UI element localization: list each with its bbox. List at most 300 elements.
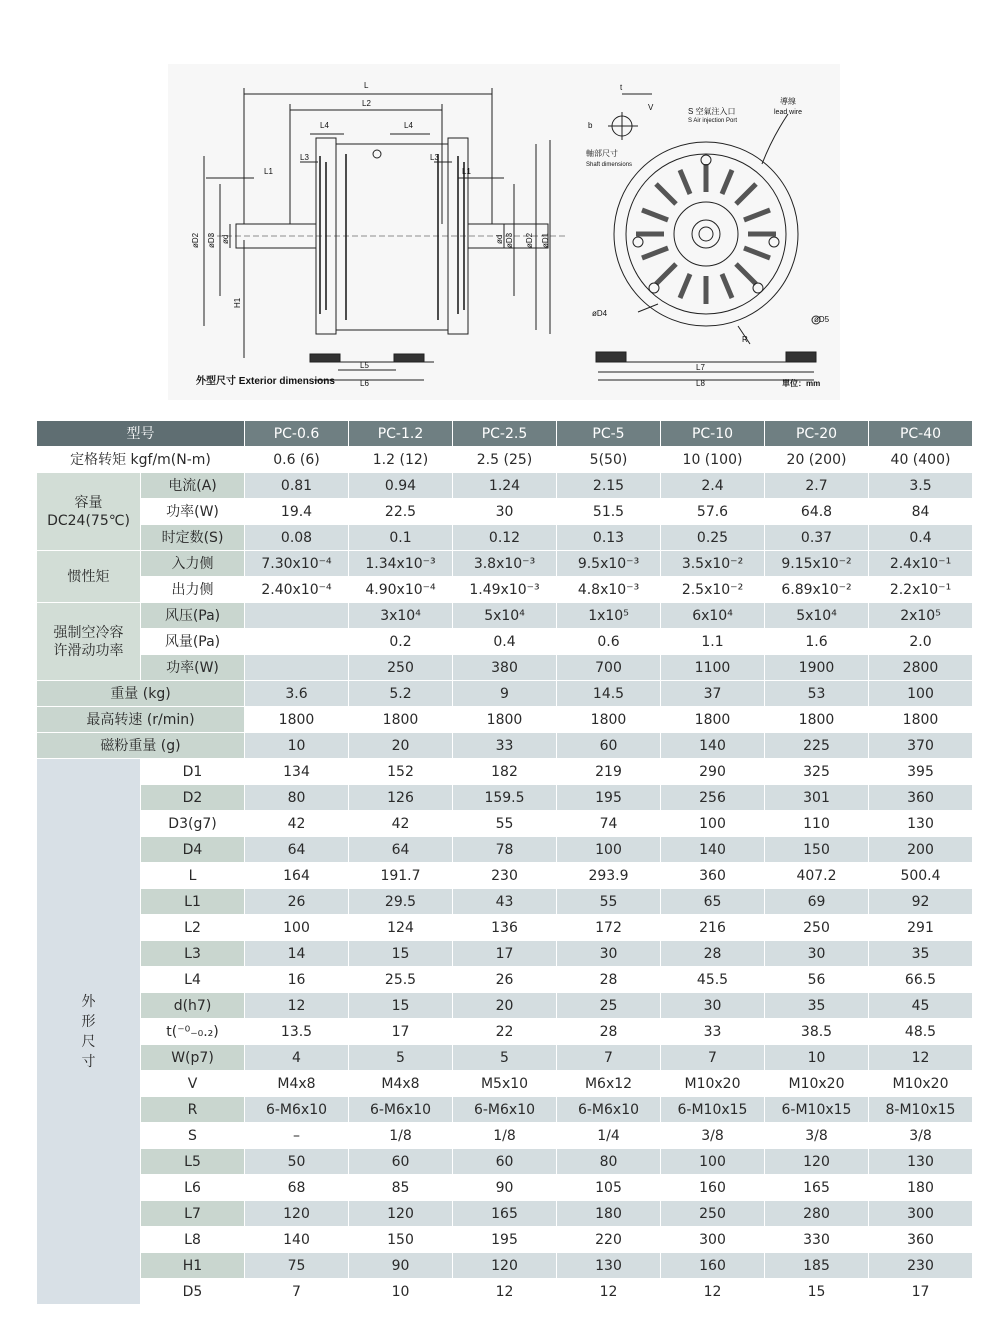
value-cell-pc-20: 325 xyxy=(765,759,869,785)
value-cell-pc-1.2: M4x8 xyxy=(349,1071,453,1097)
value-cell-pc-10: 33 xyxy=(661,1019,765,1045)
table-row xyxy=(37,1019,973,1045)
value-cell-pc-40: 3.5 xyxy=(869,473,973,499)
value-cell-pc-5: M6x12 xyxy=(557,1071,661,1097)
value-cell-pc-1.2: 42 xyxy=(349,811,453,837)
value-cell-pc-20: 250 xyxy=(765,915,869,941)
value-cell-pc-40: 2.2x10⁻¹ xyxy=(869,577,973,603)
value-cell-pc-0.6: 42 xyxy=(245,811,349,837)
value-cell-pc-10: 216 xyxy=(661,915,765,941)
value-cell-pc-10: 256 xyxy=(661,785,765,811)
label-l6: L6 xyxy=(360,379,369,388)
label-weight: 重量 (kg) xyxy=(37,681,245,707)
exterior-dimensions-drawing xyxy=(168,64,840,400)
value-cell-pc-2.5: 195 xyxy=(453,1227,557,1253)
label-l7: L7 xyxy=(696,363,705,372)
label-rated-torque: 定格转矩 kgf/m(N-m) xyxy=(37,447,245,473)
value-cell-pc-5: 105 xyxy=(557,1175,661,1201)
value-cell-pc-10: 37 xyxy=(661,681,765,707)
value-cell-pc-5: 180 xyxy=(557,1201,661,1227)
value-cell-pc-20: 35 xyxy=(765,993,869,1019)
value-cell-pc-10: M10x20 xyxy=(661,1071,765,1097)
value-cell-pc-40: 2.4x10⁻¹ xyxy=(869,551,973,577)
label-max-speed: 最高转速 (r/min) xyxy=(37,707,245,733)
value-cell-pc-2.5: 9 xyxy=(453,681,557,707)
value-cell-pc-1.2: 250 xyxy=(349,655,453,681)
value-cell-pc-40: 2.0 xyxy=(869,629,973,655)
spec-table xyxy=(36,420,973,1305)
value-cell-pc-40: 180 xyxy=(869,1175,973,1201)
value-cell-pc-40: 2x10⁵ xyxy=(869,603,973,629)
table-row xyxy=(37,837,973,863)
value-cell-pc-0.6: 10 xyxy=(245,733,349,759)
value-cell-pc-5: 28 xyxy=(557,967,661,993)
unit-label: 單位：mm xyxy=(782,379,821,388)
value-cell-pc-0.6: 68 xyxy=(245,1175,349,1201)
value-cell-pc-20: 301 xyxy=(765,785,869,811)
header-pc-20: PC-20 xyxy=(765,421,869,447)
label-dim-20: D5 xyxy=(141,1279,245,1305)
header-pc-0.6: PC-0.6 xyxy=(245,421,349,447)
value-cell-pc-5: 60 xyxy=(557,733,661,759)
value-cell-pc-1.2: 22.5 xyxy=(349,499,453,525)
value-cell-pc-40: 395 xyxy=(869,759,973,785)
value-cell-pc-1.2: 90 xyxy=(349,1253,453,1279)
value-cell-pc-2.5: 182 xyxy=(453,759,557,785)
value-cell-pc-10: 300 xyxy=(661,1227,765,1253)
value-cell-pc-40: 500.4 xyxy=(869,863,973,889)
value-cell-pc-0.6: 7.30x10⁻⁴ xyxy=(245,551,349,577)
value-cell-pc-2.5: 60 xyxy=(453,1149,557,1175)
value-cell-pc-1.2: 64 xyxy=(349,837,453,863)
value-cell-pc-2.5: M5x10 xyxy=(453,1071,557,1097)
value-cell-pc-1.2: 191.7 xyxy=(349,863,453,889)
value-cell-pc-20: 110 xyxy=(765,811,869,837)
drawing-labels xyxy=(191,81,830,388)
label-cooling-2: 功率(W) xyxy=(141,655,245,681)
value-cell-pc-2.5: 30 xyxy=(453,499,557,525)
value-cell-pc-5: 14.5 xyxy=(557,681,661,707)
table-row xyxy=(37,551,973,577)
label-capacity-2: 时定数(S) xyxy=(141,525,245,551)
table-row xyxy=(37,655,973,681)
label-l1-left: L1 xyxy=(264,167,273,176)
value-cell-pc-40: 66.5 xyxy=(869,967,973,993)
value-cell-pc-2.5: 1800 xyxy=(453,707,557,733)
value-cell-pc-10: 2.4 xyxy=(661,473,765,499)
value-cell-pc-40: 230 xyxy=(869,1253,973,1279)
value-cell-pc-0.6: 64 xyxy=(245,837,349,863)
value-cell-pc-0.6: 80 xyxy=(245,785,349,811)
group-dim-char-2: 尺 xyxy=(81,1033,96,1050)
value-cell-pc-2.5: 159.5 xyxy=(453,785,557,811)
label-dim-9: d(h7) xyxy=(141,993,245,1019)
table-row xyxy=(37,1201,973,1227)
value-cell-pc-0.6: 4 xyxy=(245,1045,349,1071)
label-l: L xyxy=(364,81,369,90)
value-cell-pc-20: 165 xyxy=(765,1175,869,1201)
value-cell-pc-20: 6-M10x15 xyxy=(765,1097,869,1123)
value-cell-pc-10: 160 xyxy=(661,1253,765,1279)
group-dim-char-0: 外 xyxy=(81,993,96,1010)
shaft-dimensions-cn: 軸部尺寸 xyxy=(586,149,618,158)
value-cell-pc-40: 100 xyxy=(869,681,973,707)
label-dim-6: L2 xyxy=(141,915,245,941)
group-inertia xyxy=(37,551,141,603)
lead-wire-en: lead wire xyxy=(774,109,803,116)
value-cell-pc-40: 130 xyxy=(869,811,973,837)
value-cell-pc-1.2: 120 xyxy=(349,1201,453,1227)
value-cell-pc-40: 17 xyxy=(869,1279,973,1305)
label-r: R xyxy=(742,335,748,344)
value-cell-pc-40: 8-M10x15 xyxy=(869,1097,973,1123)
table-row xyxy=(37,1227,973,1253)
value-cell-pc-0.6: 26 xyxy=(245,889,349,915)
value-cell-pc-40: 40 (400) xyxy=(869,447,973,473)
value-cell-pc-1.2: 0.1 xyxy=(349,525,453,551)
value-cell-pc-0.6: 19.4 xyxy=(245,499,349,525)
label-dim-16: L6 xyxy=(141,1175,245,1201)
value-cell-pc-1.2: 5.2 xyxy=(349,681,453,707)
value-cell-pc-20: 6.89x10⁻² xyxy=(765,577,869,603)
value-cell-pc-2.5: 3.8x10⁻³ xyxy=(453,551,557,577)
header-pc-1.2: PC-1.2 xyxy=(349,421,453,447)
value-cell-pc-1.2: 1.2 (12) xyxy=(349,447,453,473)
value-cell-pc-0.6: – xyxy=(245,1123,349,1149)
table-row xyxy=(37,681,973,707)
value-cell-pc-20: 120 xyxy=(765,1149,869,1175)
value-cell-pc-20: 2.7 xyxy=(765,473,869,499)
value-cell-pc-10: 1800 xyxy=(661,707,765,733)
group-exterior-dimensions xyxy=(37,759,141,1305)
value-cell-pc-10: 0.25 xyxy=(661,525,765,551)
value-cell-pc-20: 3/8 xyxy=(765,1123,869,1149)
table-row xyxy=(37,915,973,941)
value-cell-pc-40: 84 xyxy=(869,499,973,525)
value-cell-pc-10: 100 xyxy=(661,811,765,837)
value-cell-pc-20: 0.37 xyxy=(765,525,869,551)
value-cell-pc-1.2: 124 xyxy=(349,915,453,941)
label-h1: H1 xyxy=(233,297,242,308)
value-cell-pc-10: 1.1 xyxy=(661,629,765,655)
table-row xyxy=(37,889,973,915)
label-l4-left: L4 xyxy=(320,121,329,130)
value-cell-pc-0.6: 13.5 xyxy=(245,1019,349,1045)
label-dim-8: L4 xyxy=(141,967,245,993)
value-cell-pc-10: 30 xyxy=(661,993,765,1019)
air-port-cn: S 空氣注入口 xyxy=(688,107,736,116)
value-cell-pc-20: 5x10⁴ xyxy=(765,603,869,629)
value-cell-pc-20: 1.6 xyxy=(765,629,869,655)
value-cell-pc-5: 2.15 xyxy=(557,473,661,499)
value-cell-pc-40: 2800 xyxy=(869,655,973,681)
table-row xyxy=(37,603,973,629)
label-dim-3: D4 xyxy=(141,837,245,863)
label-l3-right: L3 xyxy=(430,153,439,162)
air-port-en: S Air injection Port xyxy=(688,118,738,124)
value-cell-pc-2.5: 6-M6x10 xyxy=(453,1097,557,1123)
value-cell-pc-20: 330 xyxy=(765,1227,869,1253)
value-cell-pc-5: 51.5 xyxy=(557,499,661,525)
value-cell-pc-1.2: 4.90x10⁻⁴ xyxy=(349,577,453,603)
value-cell-pc-10: 160 xyxy=(661,1175,765,1201)
value-cell-pc-5: 0.13 xyxy=(557,525,661,551)
value-cell-pc-2.5: 17 xyxy=(453,941,557,967)
value-cell-pc-10: 100 xyxy=(661,1149,765,1175)
value-cell-pc-10: 7 xyxy=(661,1045,765,1071)
group-capacity-line1: 容量 xyxy=(74,494,103,511)
value-cell-pc-20: 150 xyxy=(765,837,869,863)
table-row xyxy=(37,811,973,837)
value-cell-pc-2.5: 0.4 xyxy=(453,629,557,655)
value-cell-pc-5: 100 xyxy=(557,837,661,863)
label-od-right: ød xyxy=(495,234,504,244)
value-cell-pc-40: 300 xyxy=(869,1201,973,1227)
table-row xyxy=(37,993,973,1019)
label-od5: øD5 xyxy=(814,315,830,324)
table-row xyxy=(37,1175,973,1201)
label-inertia-0: 入力侧 xyxy=(141,551,245,577)
label-od-left: ød xyxy=(221,234,230,244)
value-cell-pc-0.6: 1800 xyxy=(245,707,349,733)
label-dim-4: L xyxy=(141,863,245,889)
table-row xyxy=(37,447,973,473)
value-cell-pc-1.2: 0.94 xyxy=(349,473,453,499)
label-l2: L2 xyxy=(362,99,371,108)
label-dim-5: L1 xyxy=(141,889,245,915)
value-cell-pc-1.2: 29.5 xyxy=(349,889,453,915)
label-dim-14: S xyxy=(141,1123,245,1149)
value-cell-pc-1.2: 152 xyxy=(349,759,453,785)
value-cell-pc-20: 1800 xyxy=(765,707,869,733)
value-cell-pc-10: 3.5x10⁻² xyxy=(661,551,765,577)
label-dim-0: D1 xyxy=(141,759,245,785)
group-dim-char-1: 形 xyxy=(81,1013,96,1030)
label-dim-10: t(⁻⁰₋₀.₂) xyxy=(141,1019,245,1045)
value-cell-pc-2.5: 55 xyxy=(453,811,557,837)
front-view xyxy=(596,94,820,380)
header-model: 型号 xyxy=(37,421,245,447)
value-cell-pc-20: 280 xyxy=(765,1201,869,1227)
value-cell-pc-5: 6-M6x10 xyxy=(557,1097,661,1123)
label-l3-left: L3 xyxy=(300,153,309,162)
label-l5: L5 xyxy=(360,361,369,370)
value-cell-pc-10: 140 xyxy=(661,733,765,759)
value-cell-pc-5: 1/4 xyxy=(557,1123,661,1149)
table-row xyxy=(37,1279,973,1305)
value-cell-pc-5: 219 xyxy=(557,759,661,785)
label-cooling-0: 风压(Pa) xyxy=(141,603,245,629)
value-cell-pc-5: 4.8x10⁻³ xyxy=(557,577,661,603)
value-cell-pc-0.6: 50 xyxy=(245,1149,349,1175)
label-od3-right: øD3 xyxy=(505,232,514,248)
group-inertia-text: 惯性矩 xyxy=(67,568,110,585)
value-cell-pc-1.2: 6-M6x10 xyxy=(349,1097,453,1123)
table-row xyxy=(37,1071,973,1097)
value-cell-pc-0.6: M4x8 xyxy=(245,1071,349,1097)
value-cell-pc-10: 3/8 xyxy=(661,1123,765,1149)
value-cell-pc-2.5: 120 xyxy=(453,1253,557,1279)
value-cell-pc-2.5: 5 xyxy=(453,1045,557,1071)
value-cell-pc-0.6: 75 xyxy=(245,1253,349,1279)
label-l1-right: L1 xyxy=(462,167,471,176)
label-dim-12: V xyxy=(141,1071,245,1097)
table-row xyxy=(37,577,973,603)
table-row xyxy=(37,421,973,447)
drawing-svg xyxy=(168,64,840,400)
value-cell-pc-1.2: 3x10⁴ xyxy=(349,603,453,629)
value-cell-pc-0.6: 120 xyxy=(245,1201,349,1227)
value-cell-pc-2.5: 0.12 xyxy=(453,525,557,551)
value-cell-pc-1.2: 15 xyxy=(349,941,453,967)
table-row xyxy=(37,525,973,551)
table-row xyxy=(37,1123,973,1149)
value-cell-pc-0.6 xyxy=(245,603,349,629)
lead-wire-cn: 導線 xyxy=(780,97,796,106)
header-pc-10: PC-10 xyxy=(661,421,765,447)
value-cell-pc-5: 172 xyxy=(557,915,661,941)
label-dim-18: L8 xyxy=(141,1227,245,1253)
value-cell-pc-20: 1900 xyxy=(765,655,869,681)
value-cell-pc-5: 1800 xyxy=(557,707,661,733)
value-cell-pc-0.6 xyxy=(245,655,349,681)
value-cell-pc-2.5: 20 xyxy=(453,993,557,1019)
value-cell-pc-20: 9.15x10⁻² xyxy=(765,551,869,577)
label-dim-1: D2 xyxy=(141,785,245,811)
table-row xyxy=(37,1149,973,1175)
value-cell-pc-5: 12 xyxy=(557,1279,661,1305)
value-cell-pc-2.5: 26 xyxy=(453,967,557,993)
value-cell-pc-0.6 xyxy=(245,629,349,655)
value-cell-pc-0.6: 12 xyxy=(245,993,349,1019)
value-cell-pc-1.2: 15 xyxy=(349,993,453,1019)
header-pc-2.5: PC-2.5 xyxy=(453,421,557,447)
value-cell-pc-2.5: 165 xyxy=(453,1201,557,1227)
value-cell-pc-20: 69 xyxy=(765,889,869,915)
value-cell-pc-0.6: 6-M6x10 xyxy=(245,1097,349,1123)
group-cooling-line2: 许滑动功率 xyxy=(53,642,124,659)
value-cell-pc-1.2: 25.5 xyxy=(349,967,453,993)
value-cell-pc-40: 370 xyxy=(869,733,973,759)
value-cell-pc-40: 92 xyxy=(869,889,973,915)
value-cell-pc-10: 360 xyxy=(661,863,765,889)
label-powder-weight: 磁粉重量 (g) xyxy=(37,733,245,759)
label-od2-right: øD2 xyxy=(525,232,534,248)
value-cell-pc-5: 25 xyxy=(557,993,661,1019)
value-cell-pc-40: 360 xyxy=(869,1227,973,1253)
value-cell-pc-20: 38.5 xyxy=(765,1019,869,1045)
shaft-dimensions-en: Shaft dimensions xyxy=(586,162,633,168)
drawing-caption: 外型尺寸 Exterior dimensions xyxy=(196,376,335,387)
value-cell-pc-5: 80 xyxy=(557,1149,661,1175)
label-b: b xyxy=(588,121,593,130)
value-cell-pc-5: 0.6 xyxy=(557,629,661,655)
value-cell-pc-1.2: 60 xyxy=(349,1149,453,1175)
label-od2-left: øD2 xyxy=(191,232,200,248)
value-cell-pc-10: 2.5x10⁻² xyxy=(661,577,765,603)
value-cell-pc-5: 5(50) xyxy=(557,447,661,473)
value-cell-pc-10: 6x10⁴ xyxy=(661,603,765,629)
value-cell-pc-20: 64.8 xyxy=(765,499,869,525)
label-dim-19: H1 xyxy=(141,1253,245,1279)
value-cell-pc-20: 15 xyxy=(765,1279,869,1305)
value-cell-pc-0.6: 16 xyxy=(245,967,349,993)
value-cell-pc-2.5: 33 xyxy=(453,733,557,759)
value-cell-pc-1.2: 85 xyxy=(349,1175,453,1201)
group-cooling xyxy=(37,603,141,681)
value-cell-pc-1.2: 126 xyxy=(349,785,453,811)
label-dim-7: L3 xyxy=(141,941,245,967)
label-l8: L8 xyxy=(696,379,705,388)
value-cell-pc-0.6: 2.40x10⁻⁴ xyxy=(245,577,349,603)
value-cell-pc-40: 130 xyxy=(869,1149,973,1175)
value-cell-pc-0.6: 164 xyxy=(245,863,349,889)
label-od4: øD4 xyxy=(592,309,608,318)
value-cell-pc-20: 225 xyxy=(765,733,869,759)
label-dim-2: D3(g7) xyxy=(141,811,245,837)
value-cell-pc-40: 0.4 xyxy=(869,525,973,551)
label-dim-17: L7 xyxy=(141,1201,245,1227)
table-row xyxy=(37,967,973,993)
value-cell-pc-10: 250 xyxy=(661,1201,765,1227)
label-l4-right: L4 xyxy=(404,121,413,130)
value-cell-pc-20: 20 (200) xyxy=(765,447,869,473)
table-row xyxy=(37,473,973,499)
value-cell-pc-2.5: 43 xyxy=(453,889,557,915)
value-cell-pc-2.5: 1/8 xyxy=(453,1123,557,1149)
label-dim-15: L5 xyxy=(141,1149,245,1175)
value-cell-pc-40: 200 xyxy=(869,837,973,863)
value-cell-pc-2.5: 230 xyxy=(453,863,557,889)
value-cell-pc-20: 407.2 xyxy=(765,863,869,889)
group-capacity xyxy=(37,473,141,551)
table-row xyxy=(37,629,973,655)
value-cell-pc-2.5: 1.24 xyxy=(453,473,557,499)
label-dim-13: R xyxy=(141,1097,245,1123)
value-cell-pc-0.6: 0.6 (6) xyxy=(245,447,349,473)
value-cell-pc-20: 53 xyxy=(765,681,869,707)
table-row xyxy=(37,1253,973,1279)
value-cell-pc-5: 293.9 xyxy=(557,863,661,889)
value-cell-pc-5: 55 xyxy=(557,889,661,915)
table-row xyxy=(37,707,973,733)
value-cell-pc-10: 290 xyxy=(661,759,765,785)
value-cell-pc-5: 130 xyxy=(557,1253,661,1279)
group-dim-char-3: 寸 xyxy=(81,1053,96,1070)
value-cell-pc-10: 45.5 xyxy=(661,967,765,993)
value-cell-pc-5: 195 xyxy=(557,785,661,811)
value-cell-pc-40: 45 xyxy=(869,993,973,1019)
value-cell-pc-2.5: 1.49x10⁻³ xyxy=(453,577,557,603)
value-cell-pc-2.5: 12 xyxy=(453,1279,557,1305)
label-od1: øD1 xyxy=(541,232,550,248)
value-cell-pc-40: 3/8 xyxy=(869,1123,973,1149)
value-cell-pc-10: 6-M10x15 xyxy=(661,1097,765,1123)
table-row xyxy=(37,1097,973,1123)
value-cell-pc-40: 360 xyxy=(869,785,973,811)
value-cell-pc-2.5: 90 xyxy=(453,1175,557,1201)
value-cell-pc-5: 74 xyxy=(557,811,661,837)
header-pc-5: PC-5 xyxy=(557,421,661,447)
value-cell-pc-5: 28 xyxy=(557,1019,661,1045)
label-od3-left: øD3 xyxy=(207,232,216,248)
value-cell-pc-10: 12 xyxy=(661,1279,765,1305)
value-cell-pc-20: 185 xyxy=(765,1253,869,1279)
value-cell-pc-10: 28 xyxy=(661,941,765,967)
value-cell-pc-10: 65 xyxy=(661,889,765,915)
value-cell-pc-5: 1x10⁵ xyxy=(557,603,661,629)
value-cell-pc-2.5: 22 xyxy=(453,1019,557,1045)
